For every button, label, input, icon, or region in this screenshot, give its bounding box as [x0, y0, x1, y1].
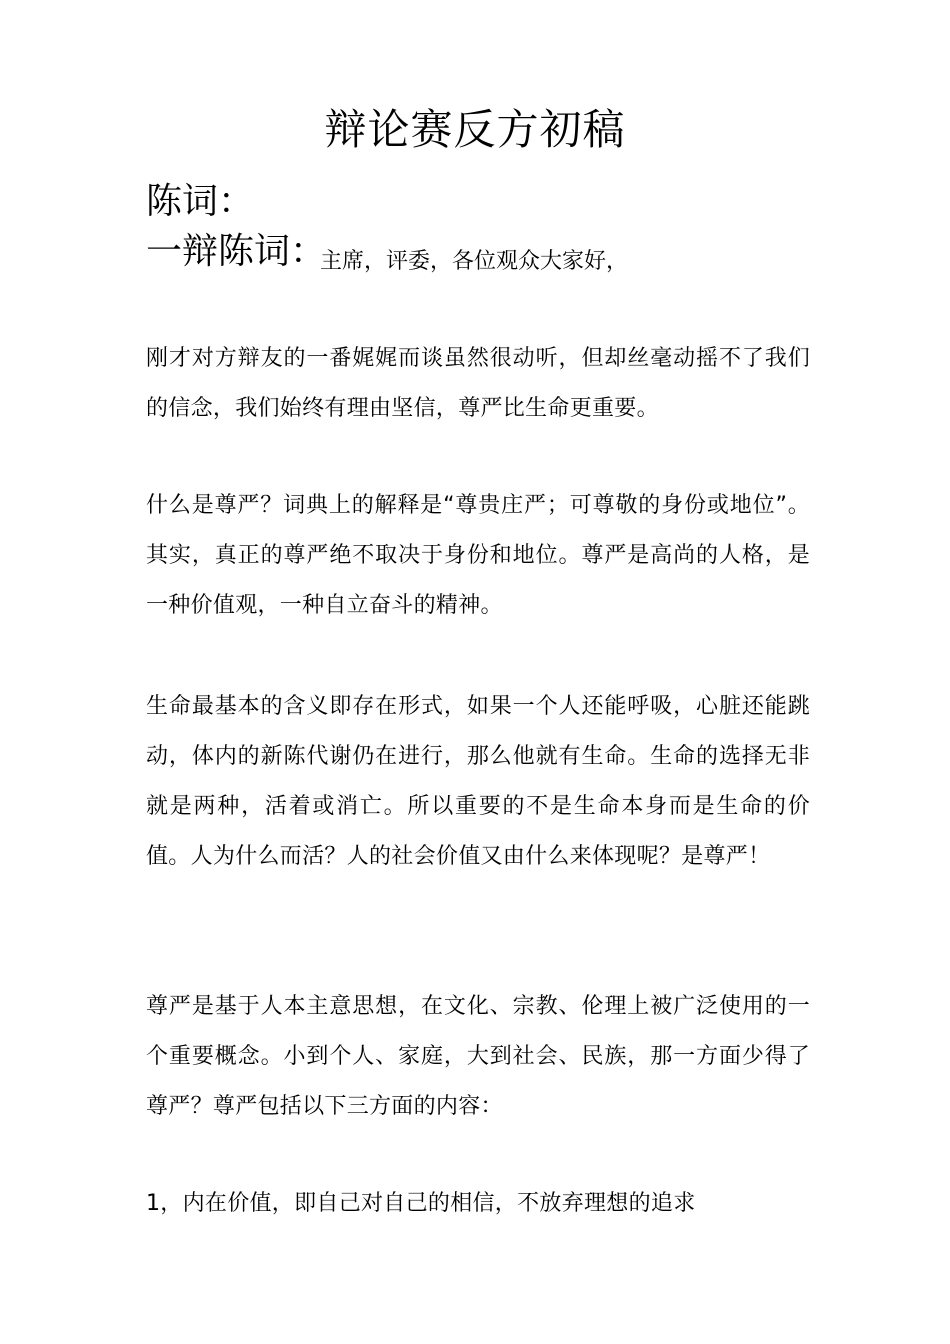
paragraph: 刚才对方辩友的一番娓娓而谈虽然很动听，但却丝毫动摇不了我们的信念，我们始终有理由坚信，尊严比生命更重要。	[146, 346, 810, 421]
document-title: 辩论赛反方初稿	[324, 105, 626, 154]
paragraph: 尊严是基于人本主意思想，在文化、宗教、伦理上被广泛使用的一个重要概念。小到个人、家庭，大到社会、民族，那一方面少得了尊严？尊严包括以下三方面的内容：	[146, 994, 810, 1119]
greeting-text: 主席，评委，各位观众大家好，	[320, 249, 629, 274]
paragraph: 1，内在价值，即自己对自己的相信，不放弃理想的追求	[146, 1191, 696, 1216]
paragraph: 什么是尊严？词典上的解释是“尊贵庄严；可尊敬的身份或地位”。其实，真正的尊严绝不取决于身份和地位。尊严是高尚的人格，是一种价值观，一种自立奋斗的精神。	[146, 493, 810, 618]
paragraph: 生命最基本的含义即存在形式，如果一个人还能呼吸，心脏还能跳动，体内的新陈代谢仍在进行，那么他就有生命。生命的选择无非就是两种，活着或消亡。所以重要的不是生命本身而是生命的价值。人为什么而活？人的社会价值又由什么来体现呢？是尊严！	[146, 694, 810, 869]
speaker-heading: 一辩陈词：	[146, 231, 327, 272]
section-heading: 陈词：	[146, 181, 255, 222]
